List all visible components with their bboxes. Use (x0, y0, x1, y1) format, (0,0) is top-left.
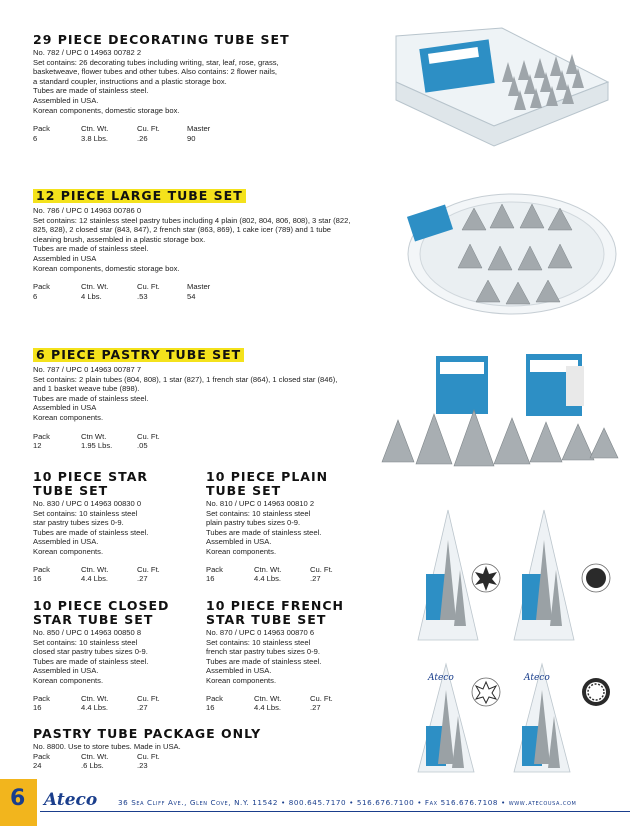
section-29-piece-set (33, 33, 373, 143)
spec-header: Ctn. Wt. (81, 564, 109, 574)
desc-line: Assembled in USA. (206, 666, 272, 676)
svg-text:Ateco: Ateco (428, 673, 454, 683)
section-title: 12 PIECE LARGE TUBE SET (33, 189, 246, 203)
title-line: 10 PIECE STAR (33, 469, 149, 484)
spec-header: Cu. Ft. (137, 693, 160, 703)
spec-header: Cu. Ft. (137, 431, 160, 441)
spec-table (33, 694, 198, 713)
section-10-piece-french-star (206, 599, 376, 713)
spec-value: 4 Lbs. (81, 291, 102, 301)
section-title (33, 599, 198, 627)
spec-value: 16 (206, 574, 215, 584)
ateco-logo: Ateco (44, 790, 98, 810)
photo-closed-french-sets (398, 660, 624, 776)
section-title: 6 PIECE PASTRY TUBE SET (33, 348, 244, 362)
desc-line: Assembled in USA (33, 403, 97, 413)
desc-line: Tubes are made of stainless steel. (206, 656, 322, 666)
section-description (33, 499, 198, 557)
spec-header: Cu. Ft. (137, 124, 160, 134)
desc-line: Set contains: 26 decorating tubes including writing, star, leaf, rose, grass, (33, 57, 279, 67)
desc-line: star pastry tubes sizes 0-9. (33, 518, 124, 528)
footer-rule (40, 811, 630, 812)
spec-value: 1.95 Lbs. (81, 441, 113, 451)
spec-value: 90 (187, 133, 196, 143)
desc-line: Tubes are made of stainless steel. (33, 244, 149, 254)
spec-value: 12 (33, 441, 42, 451)
desc-line: No. 850 / UPC 0 14963 00850 8 (33, 628, 142, 637)
section-title (33, 470, 198, 498)
french-star-tip-icon (582, 678, 610, 706)
desc-line: Set contains: 10 stainless steel (33, 508, 138, 518)
spec-header: Cu. Ft. (310, 564, 333, 574)
spec-value: .27 (310, 703, 321, 713)
spec-value: .23 (137, 761, 148, 771)
desc-line: a standard coupler, instructions and a plastic storage box. (33, 76, 227, 86)
section-10-piece-star (33, 470, 198, 584)
desc-line: Set contains: 10 stainless steel (206, 508, 311, 518)
desc-line: Korean components. (33, 546, 104, 556)
spec-header: Pack (33, 693, 50, 703)
desc-line: Korean components. (206, 546, 277, 556)
section-description (33, 365, 373, 423)
section-title: PASTRY TUBE PACKAGE ONLY (33, 726, 262, 741)
desc-line: Tubes are made of stainless steel. (206, 527, 322, 537)
spec-value: .27 (310, 574, 321, 584)
section-10-piece-closed-star (33, 599, 198, 713)
spec-header: Cu. Ft. (137, 564, 160, 574)
desc-line: Set contains: 10 stainless steel (206, 637, 311, 647)
desc-line: Tubes are made of stainless steel. (33, 656, 149, 666)
spec-header: Ctn. Wt. (254, 564, 282, 574)
spec-value: 4.4 Lbs. (254, 574, 282, 584)
spec-value: 4.4 Lbs. (81, 703, 109, 713)
desc-line: and 1 basket weave tube (898). (33, 384, 140, 394)
photo-6-piece-set (376, 352, 622, 470)
desc-line: Korean components, domestic storage box. (33, 105, 180, 115)
star-tip-icon (472, 564, 500, 592)
desc-line: french star pastry tubes sizes 0-9. (206, 647, 320, 657)
desc-line: cleaning brush, assembled in a plastic storage box. (33, 234, 206, 244)
spec-header: Pack (33, 282, 50, 292)
desc-line: Assembled in USA. (33, 95, 99, 105)
spec-value: 3.8 Lbs. (81, 133, 109, 143)
desc-line: No. 870 / UPC 0 14963 00870 6 (206, 628, 315, 637)
spec-table (206, 565, 376, 584)
section-description (206, 499, 376, 557)
section-title (206, 599, 376, 627)
spec-value: .27 (137, 574, 148, 584)
section-description (33, 628, 198, 686)
desc-line: Assembled in USA. (33, 666, 99, 676)
page-number: 6 (10, 786, 26, 811)
desc-line: 825, 828), 2 closed star (843, 847), 2 french star (863, 869), 1 cake icer (789) and 1 tube (33, 225, 332, 235)
desc-line: Assembled in USA. (33, 537, 99, 547)
title-line: 10 PIECE PLAIN (206, 469, 329, 484)
spec-value: 4.4 Lbs. (254, 703, 282, 713)
desc-line: Korean components, domestic storage box. (33, 263, 180, 273)
spec-table (206, 694, 376, 713)
spec-table (33, 282, 393, 301)
spec-table (33, 432, 373, 451)
spec-header: Master (187, 282, 211, 292)
desc-line: plain pastry tubes sizes 0-9. (206, 518, 301, 528)
desc-line: No. 8800. Use to store tubes. Made in USA. (33, 742, 181, 751)
desc-line: No. 782 / UPC 0 14963 00782 2 (33, 48, 142, 57)
desc-line: Tubes are made of stainless steel. (33, 393, 149, 403)
title-line: STAR TUBE SET (33, 612, 154, 627)
photo-29-piece-set (382, 22, 618, 162)
spec-header: Ctn. Wt. (254, 693, 282, 703)
spec-value: 6 (33, 291, 38, 301)
spec-value: 16 (33, 703, 42, 713)
desc-line: No. 787 / UPC 0 14963 00787 7 (33, 365, 142, 374)
section-12-piece-set (33, 187, 393, 301)
spec-header: Master (187, 124, 211, 134)
section-10-piece-plain (206, 470, 376, 584)
spec-value: 16 (33, 574, 42, 584)
spec-header: Ctn. Wt. (81, 751, 109, 761)
spec-value: .27 (137, 703, 148, 713)
title-line: 10 PIECE CLOSED (33, 598, 170, 613)
section-pastry-tube-package (33, 727, 363, 771)
section-title (206, 470, 376, 498)
section-6-piece-set (33, 346, 373, 451)
spec-header: Pack (33, 124, 50, 134)
desc-line: Korean components. (33, 675, 104, 685)
section-description (206, 628, 376, 686)
section-description (33, 742, 363, 752)
spec-header: Ctn. Wt. (81, 124, 109, 134)
spec-value: 6 (33, 133, 38, 143)
title-line: 10 PIECE FRENCH (206, 598, 344, 613)
desc-line: No. 830 / UPC 0 14963 00830 0 (33, 499, 142, 508)
svg-text:Ateco: Ateco (524, 673, 550, 683)
desc-line: No. 810 / UPC 0 14963 00810 2 (206, 499, 315, 508)
spec-table (33, 752, 363, 771)
spec-table (33, 124, 373, 143)
spec-header: Ctn. Wt. (81, 282, 109, 292)
section-title: 29 PIECE DECORATING TUBE SET (33, 32, 290, 47)
photo-star-plain-sets (398, 500, 624, 652)
spec-header: Ctn. Wt. (81, 693, 109, 703)
closed-star-tip-icon (472, 678, 500, 706)
title-line: TUBE SET (33, 483, 109, 498)
photo-12-piece-set (392, 190, 620, 320)
section-description (33, 48, 373, 115)
spec-value: 16 (206, 703, 215, 713)
title-line: STAR TUBE SET (206, 612, 327, 627)
spec-value: .05 (137, 441, 148, 451)
desc-line: Assembled in USA (33, 253, 97, 263)
desc-line: Assembled in USA. (206, 537, 272, 547)
spec-value: 4.4 Lbs. (81, 574, 109, 584)
desc-line: Set contains: 2 plain tubes (804, 808), 1 star (827), 1 french star (864), 1 closed star (846), (33, 374, 338, 384)
spec-header: Pack (206, 693, 223, 703)
spec-header: Pack (206, 564, 223, 574)
plain-tip-icon (582, 564, 610, 592)
spec-header: Cu. Ft. (137, 751, 160, 761)
desc-line: Tubes are made of stainless steel. (33, 86, 149, 96)
desc-line: Korean components. (206, 675, 277, 685)
desc-line: No. 786 / UPC 0 14963 00786 0 (33, 206, 142, 215)
spec-table (33, 565, 198, 584)
desc-line: basketweave, flower tubes and other tubes. Also contains: 2 flower nails, (33, 67, 277, 77)
desc-line: Set contains: 12 stainless steel pastry tubes including 4 plain (802, 804, 806, 808), 3 star (822, (33, 215, 351, 225)
desc-line: Set contains: 10 stainless steel (33, 637, 138, 647)
spec-header: Cu. Ft. (137, 282, 160, 292)
footer-address: 36 Sea Cliff Ave., Glen Cove, N.Y. 11542 • 800.645.7170 • 516.676.7100 • Fax 516.676.7108 • www.atecousa.com (118, 798, 577, 807)
title-line: TUBE SET (206, 483, 282, 498)
spec-value: .6 Lbs. (81, 761, 104, 771)
spec-header: Ctn Wt. (81, 431, 107, 441)
spec-value: .53 (137, 291, 148, 301)
desc-line: Korean components. (33, 412, 104, 422)
spec-header: Pack (33, 564, 50, 574)
spec-header: Pack (33, 431, 50, 441)
desc-line: closed star pastry tubes sizes 0-9. (33, 647, 148, 657)
spec-header: Pack (33, 751, 50, 761)
spec-value: 24 (33, 761, 42, 771)
spec-value: 54 (187, 291, 196, 301)
desc-line: Tubes are made of stainless steel. (33, 527, 149, 537)
spec-value: .26 (137, 133, 148, 143)
section-description (33, 206, 393, 273)
spec-header: Cu. Ft. (310, 693, 333, 703)
